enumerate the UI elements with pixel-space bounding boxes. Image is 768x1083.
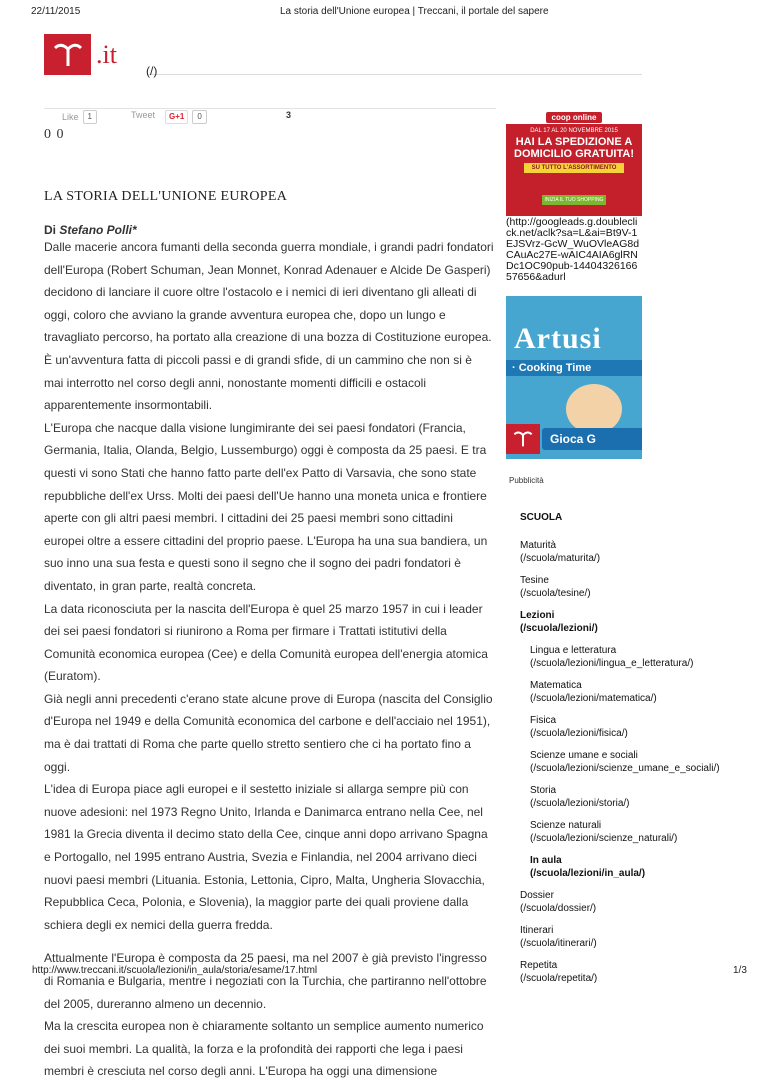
sidebar-heading: SCUOLA xyxy=(520,512,563,523)
coop-cta: INIZIA IL TUO SHOPPING xyxy=(542,195,606,205)
sidebar-item-itinerari[interactable] xyxy=(520,925,768,950)
sidebar-item-label: Scienze umane e sociali xyxy=(530,750,638,761)
school-sidebar-nav xyxy=(520,512,768,995)
sidebar-item-tesine[interactable] xyxy=(520,575,768,600)
artusi-play-button: Gioca G xyxy=(542,428,642,450)
sidebar-item-url: (/scuola/dossier/) xyxy=(520,902,597,914)
gplus-count: 0 xyxy=(192,110,206,124)
sidebar-item-url: (/scuola/lezioni/matematica/) xyxy=(530,692,657,704)
article-paragraph: L'idea di Europa piace agli europei e il sestetto iniziale si allarga sempre più con nuove adesioni: nel 1973 Regno Unito, Irlanda e Danimarca entrano nella Cee, nel 1981 la Grecia diventa il decimo stato della Cee, cinque anni dopo arrivano Spagna e Portogallo, nel 1995 entrano Austria, Svezia e Finlandia, nel 2004 arrivano dieci nuovi paesi membri (Lituania. Estonia, Lettonia, Cipro, Malta, Ungheria Slovacchia, Repubblica Ceca, Polonia, e Slovenia), la maggior parte dei quali proviene dalla schiera degli ex nemici della guerra fredda. xyxy=(44,782,488,932)
coop-ad-header xyxy=(506,110,642,124)
article-paragraph: Già negli anni precedenti c'erano state alcune prove di Europa (nascita del Consiglio d'Europa nel 1949 e della Comunità economica del carbone e dell'acciaio nel 1951), ma è dai trattati di Roma che parte quello stretto sentiero che ci ha portato fino a oggi. xyxy=(44,691,493,774)
header-divider xyxy=(148,74,642,75)
sidebar-item-label: Matematica xyxy=(530,680,582,691)
sidebar-item-label: Maturità xyxy=(520,540,557,551)
sidebar-item-label: Storia xyxy=(530,785,557,796)
gplus-button[interactable] xyxy=(165,110,207,124)
print-title: La storia dell'Unione europea | Treccani, il portale del sapere xyxy=(280,6,549,17)
sidebar-item-url: (/scuola/lezioni/lingua_e_letteratura/) xyxy=(530,657,694,669)
byline xyxy=(44,223,137,237)
sidebar-item-url: (/scuola/lezioni/in_aula/) xyxy=(530,867,646,879)
sidebar-item-lingua-e-letteratura[interactable] xyxy=(530,645,768,670)
like-button[interactable] xyxy=(62,110,97,124)
byline-prefix: Di xyxy=(44,223,56,237)
article-paragraph: La data riconosciuta per la nascita dell'Europa è quel 25 marzo 1957 in cui i leader dei sei paesi fondatori si riunirono a Roma per firmare i Trattati istitutivi della Comunità economica europea (Cee) e della Comunità europea dell'energia atomica (Euratom). xyxy=(44,601,488,684)
sidebar-item-label: In aula xyxy=(530,855,562,866)
sidebar-item-storia[interactable] xyxy=(530,785,768,810)
sidebar-item-label: Scienze naturali xyxy=(530,820,602,831)
ad-label: Pubblicità xyxy=(509,476,544,485)
sidebar-item-url: (/scuola/lezioni/scienze_naturali/) xyxy=(530,832,678,844)
sidebar-item-dossier[interactable] xyxy=(520,890,768,915)
sidebar-item-label: Repetita xyxy=(520,960,558,971)
sidebar-item-repetita[interactable] xyxy=(520,960,768,985)
treccani-mark-icon xyxy=(53,42,83,68)
byline-author: Stefano Polli* xyxy=(59,223,137,237)
sidebar-item-label: Lingua e letteratura xyxy=(530,645,617,656)
article-title: LA STORIA DELL'UNIONE EUROPEA xyxy=(44,189,288,204)
sidebar-item-label: Fisica xyxy=(530,715,557,726)
article-paragraph: Attualmente l'Europa è composta da 25 paesi, ma nel 2007 è già previsto l'ingresso di Romania e Bulgaria, mentre i negoziati con la Turchia, che partiranno nell'ottobre del 2005, dureranno almeno un decennio. xyxy=(44,951,487,1011)
footer-url: http://www.treccani.it/scuola/lezioni/in_aula/storia/esame/17.html xyxy=(32,965,318,976)
sidebar-item-url: (/scuola/lezioni/fisica/) xyxy=(530,727,628,739)
treccani-logo[interactable] xyxy=(44,34,91,75)
tweet-label: Tweet xyxy=(131,110,156,120)
like-count: 1 xyxy=(83,110,97,124)
artusi-character-illustration xyxy=(566,384,622,434)
coop-ad-banner[interactable] xyxy=(506,110,642,216)
artusi-ad-banner[interactable] xyxy=(506,296,642,459)
sidebar-item-url: (/scuola/lezioni/scienze_umane_e_sociali/) xyxy=(530,762,720,774)
sidebar-item-label: Lezioni xyxy=(520,610,555,621)
sidebar-item-lezioni[interactable] xyxy=(520,610,768,635)
treccani-small-logo-icon xyxy=(506,424,540,454)
comment-counter: 0 0 xyxy=(44,127,65,142)
footer-page-number: 1/3 xyxy=(733,965,747,976)
sidebar-item-url: (/scuola/itinerari/) xyxy=(520,937,597,949)
share-count: 3 xyxy=(286,110,292,120)
social-divider xyxy=(44,108,496,109)
sidebar-item-fisica[interactable] xyxy=(530,715,768,740)
ad-click-url[interactable]: (http://googleads.g.doubleclick.net/aclk?sa=L&ai=Bt9V-1EJSVrz-GcW_WuOVleAG8dCAuAc27E-wAIC4AIA6glRNDc1OC90pub-1440432616657656&adurl xyxy=(506,217,640,283)
article-paragraph: L'Europa che nacque dalla visione lungimirante dei sei paesi fondatori (Francia, Germania, Italia, Olanda, Belgio, Lussemburgo) oggi è composta da 25 paesi. E tra questi vi sono Stati che hanno fatto parte dell'ex Patto di Varsavia, che sono state repubbliche dell'ex Urss. Molti dei paesi dell'Ue hanno una moneta unica e frontiere aperte con gli altri paesi membri. I cittadini dei 25 paesi membri sono cittadini europei oltre a essere cittadini del proprio paese. L'Europa ha una sua bandiera, un suo inno una sua festa e questi sono il segno che il sogno dei padri fondatori è diventato, in gran parte, realtà concreta. xyxy=(44,420,488,593)
sidebar-item-url: (/scuola/lezioni/storia/) xyxy=(530,797,630,809)
sidebar-item-scienze-umane-e-sociali[interactable] xyxy=(530,750,768,775)
sidebar-item-url: (/scuola/repetita/) xyxy=(520,972,598,984)
article-paragraph: Dalle macerie ancora fumanti della seconda guerra mondiale, i grandi padri fondatori dell'Europa (Robert Schuman, Jean Monnet, Konrad Adenauer e Alcide De Gasperi) decidono di lanciare il cuore oltre l'ostacolo e i nemici di ieri diventano gli alleati di oggi, coloro che avviano la grande avventura europea che, dopo un lungo e travagliato percorso, ha portato alla creazione di una bozza di Costituzione europea. xyxy=(44,240,494,345)
print-date: 22/11/2015 xyxy=(31,6,81,17)
sidebar-item-url: (/scuola/maturita/) xyxy=(520,552,601,564)
sidebar-item-matematica[interactable] xyxy=(530,680,768,705)
coop-box: SU TUTTO L'ASSORTIMENTO xyxy=(524,163,624,173)
logo-suffix: .it xyxy=(96,40,117,69)
sidebar-item-label: Itinerari xyxy=(520,925,554,936)
home-link[interactable]: (/) xyxy=(146,64,158,78)
coop-headline: HAI LA SPEDIZIONE A DOMICILIO GRATUITA! xyxy=(514,136,634,160)
sidebar-item-label: Tesine xyxy=(520,575,549,586)
tweet-button[interactable] xyxy=(131,110,155,120)
sidebar-item-scienze-naturali[interactable] xyxy=(530,820,768,845)
article-paragraph: È un'avventura fatta di piccoli passi e di grandi sfide, di un cammino che non si è mai interrotto nel corso degli anni, nonostante momenti difficili e ostacoli apparentemente insormontabili. xyxy=(44,352,472,413)
coop-dates: DAL 17 AL 20 NOVEMBRE 2015 xyxy=(530,128,618,134)
gplus-icon: G+1 xyxy=(165,110,188,124)
article-body xyxy=(44,236,494,1083)
sidebar-item-maturit-[interactable] xyxy=(520,540,768,565)
like-label: Like xyxy=(62,112,79,122)
coop-logo: coop online xyxy=(546,112,603,123)
artusi-subtitle: · Cooking Time xyxy=(506,360,642,376)
artusi-title: Artusi xyxy=(514,322,602,355)
sidebar-item-url: (/scuola/lezioni/) xyxy=(520,622,598,634)
sidebar-item-url: (/scuola/tesine/) xyxy=(520,587,591,599)
article-paragraph: Ma la crescita europea non è chiaramente soltanto un semplice aumento numerico dei suoi membri. La qualità, la forza e la profondità dei rapporti che lega i paesi membri è cresciuta nel corso degli anni. L'Europa ha oggi una dimensione xyxy=(44,1019,484,1079)
sidebar-item-in-aula[interactable] xyxy=(530,855,768,880)
sidebar-item-label: Dossier xyxy=(520,890,554,901)
